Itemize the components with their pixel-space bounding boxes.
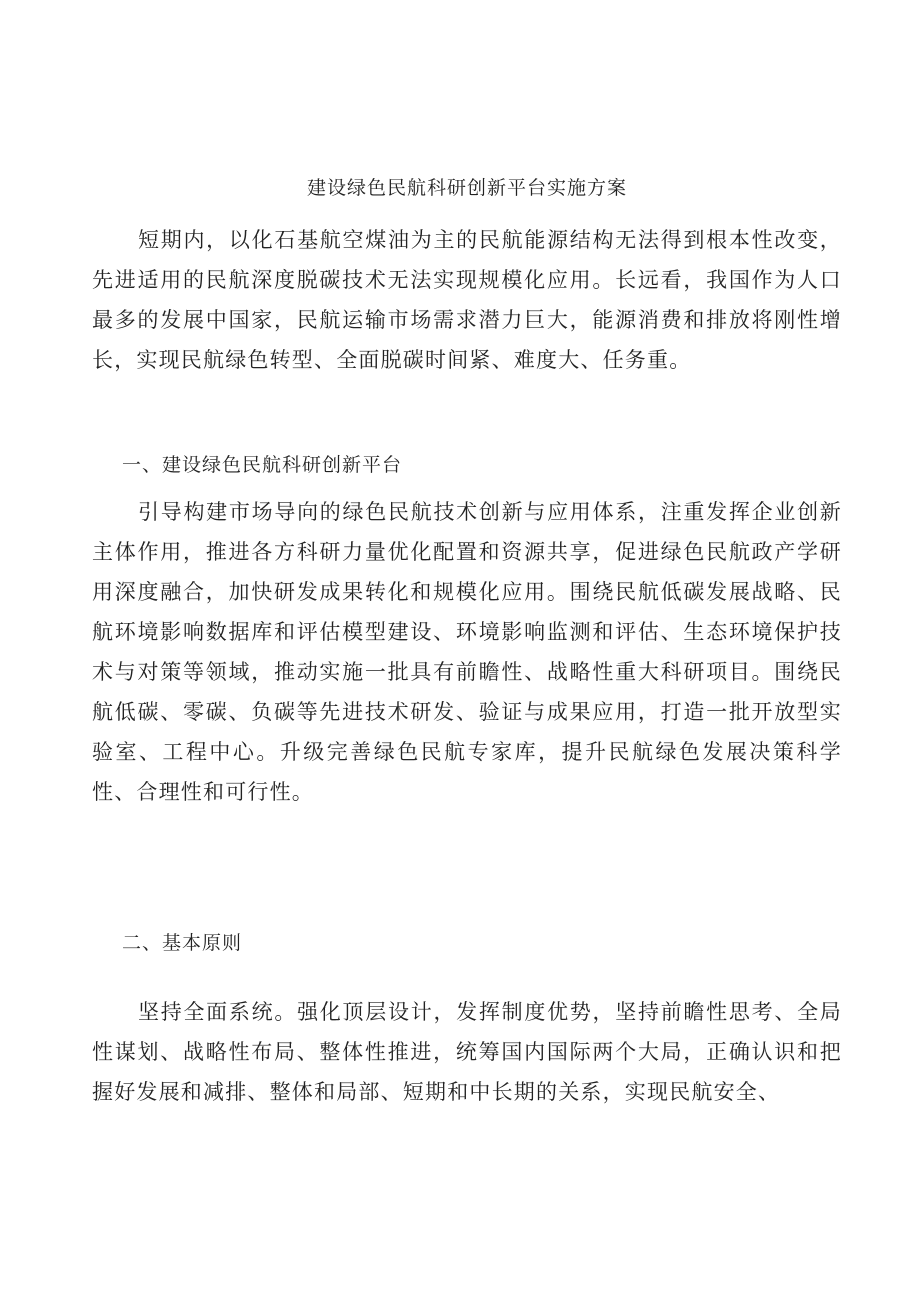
intro-paragraph: 短期内，以化石基航空煤油为主的民航能源结构无法得到根本性改变，先进适用的民航深度脱碳技术无法实现规模化应用。长远看，我国作为人口最多的发展中国家，民航运输市场需求潜力巨大，能源消费和排放将刚性增长，实现民航绿色转型、全面脱碳时间紧、难度大、任务重。: [92, 228, 842, 372]
section-body-platform: 引导构建市场导向的绿色民航技术创新与应用体系，注重发挥企业创新主体作用，推进各方科研力量优化配置和资源共享，促进绿色民航政产学研用深度融合，加快研发成果转化和规模化应用。围绕民航低碳发展战略、民航环境影响数据库和评估模型建设、环境影响监测和评估、生态环境保护技术与对策等领域，推动实施一批具有前瞻性、战略性重大科研项目。围绕民航低碳、零碳、负碳等先进技术研发、验证与成果应用，打造一批开放型实验室、工程中心。升级完善绿色民航专家库，提升民航绿色发展决策科学性、合理性和可行性。: [92, 500, 842, 804]
section-heading-platform: 一、建设绿色民航科研创新平台: [122, 454, 403, 476]
section-heading-principles: 二、基本原则: [122, 932, 243, 954]
document-page: [92, 0, 842, 1301]
document-title: 建设绿色民航科研创新平台实施方案: [306, 177, 627, 199]
section-body-principles: 坚持全面系统。强化顶层设计，发挥制度优势，坚持前瞻性思考、全局性谋划、战略性布局、整体性推进，统筹国内国际两个大局，正确认识和把握好发展和减排、整体和局部、短期和中长期的关系，实现民航安全、: [92, 1000, 842, 1104]
